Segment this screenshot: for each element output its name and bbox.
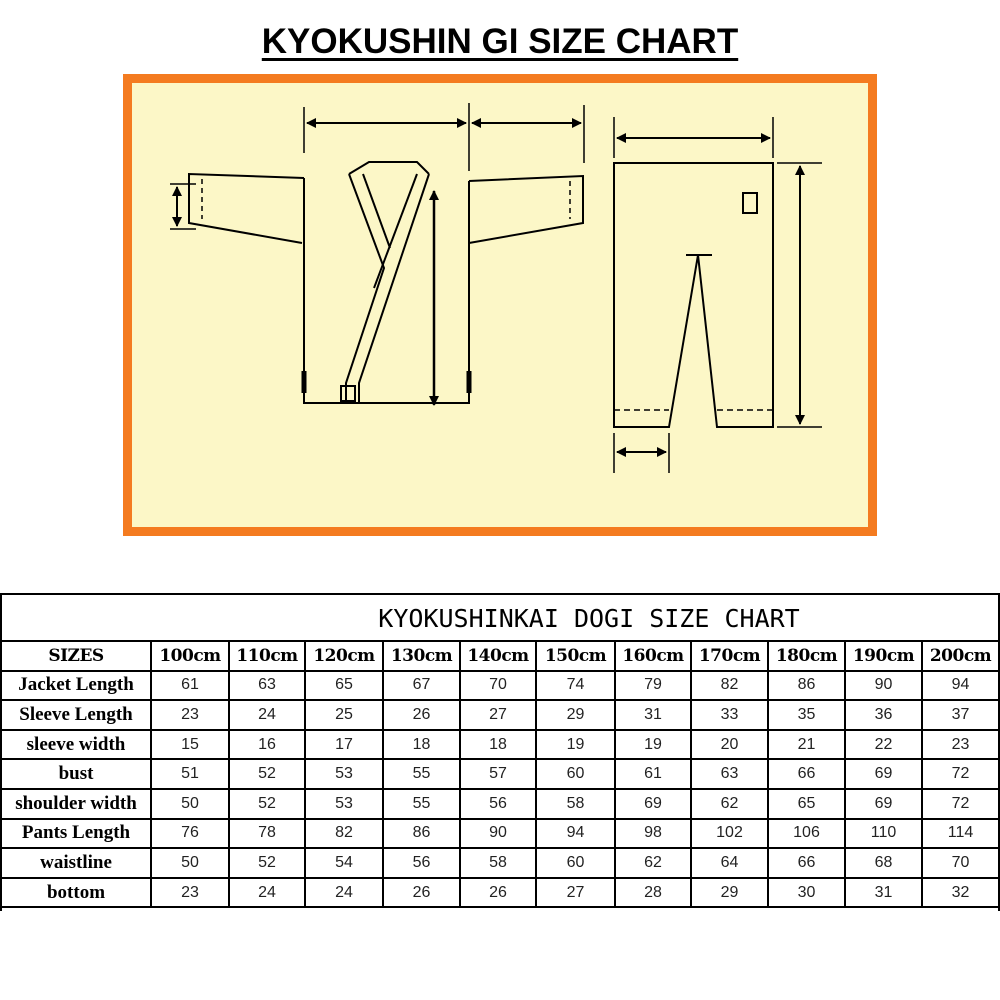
table-cell: 98 <box>615 819 691 849</box>
column-header: SIZES <box>1 641 151 671</box>
table-cell: 23 <box>922 730 999 760</box>
table-cell: 24 <box>229 878 305 908</box>
table-cell: 22 <box>845 730 922 760</box>
size-chart-table <box>0 640 1000 908</box>
table-cell: 37 <box>922 700 999 730</box>
table-cell: 69 <box>615 789 691 819</box>
table-cell: 78 <box>229 819 305 849</box>
table-cell: 61 <box>615 759 691 789</box>
column-header: 140cm <box>460 641 536 671</box>
table-row <box>1 878 999 908</box>
gi-diagram <box>132 83 868 527</box>
table-cell: 24 <box>305 878 383 908</box>
table-cell: 27 <box>536 878 615 908</box>
table-cell: 114 <box>922 819 999 849</box>
table-cell: 58 <box>536 789 615 819</box>
row-label: Pants Length <box>1 819 151 849</box>
table-cell: 19 <box>615 730 691 760</box>
column-header: 150cm <box>536 641 615 671</box>
row-label: waistline <box>1 848 151 878</box>
table-cell: 56 <box>383 848 460 878</box>
table-cell: 27 <box>460 700 536 730</box>
gi-pants-illustration <box>614 117 822 473</box>
table-cell: 29 <box>691 878 768 908</box>
table-cell: 70 <box>922 848 999 878</box>
table-cell: 65 <box>768 789 845 819</box>
table-cell: 30 <box>768 878 845 908</box>
table-row <box>1 671 999 701</box>
table-cell: 52 <box>229 759 305 789</box>
table-cell: 65 <box>305 671 383 701</box>
table-cell: 35 <box>768 700 845 730</box>
table-cell: 16 <box>229 730 305 760</box>
column-header: 130cm <box>383 641 460 671</box>
table-row <box>1 700 999 730</box>
table-cell: 102 <box>691 819 768 849</box>
table-row <box>1 789 999 819</box>
table-cell: 82 <box>691 671 768 701</box>
table-cell: 54 <box>305 848 383 878</box>
gi-diagram-panel <box>123 74 877 536</box>
table-cell: 56 <box>460 789 536 819</box>
table-cell: 63 <box>229 671 305 701</box>
size-chart-header-row <box>1 641 999 671</box>
table-cell: 58 <box>460 848 536 878</box>
table-cell: 60 <box>536 759 615 789</box>
row-label: shoulder width <box>1 789 151 819</box>
table-cell: 76 <box>151 819 229 849</box>
table-cell: 33 <box>691 700 768 730</box>
table-row <box>1 819 999 849</box>
column-header: 180cm <box>768 641 845 671</box>
table-cell: 50 <box>151 848 229 878</box>
table-cell: 52 <box>229 789 305 819</box>
table-cell: 69 <box>845 759 922 789</box>
table-cell: 29 <box>536 700 615 730</box>
table-cell: 94 <box>922 671 999 701</box>
table-cell: 25 <box>305 700 383 730</box>
table-cell: 52 <box>229 848 305 878</box>
row-label: Jacket Length <box>1 671 151 701</box>
row-label: Sleeve Length <box>1 700 151 730</box>
table-cell: 19 <box>536 730 615 760</box>
table-cell: 20 <box>691 730 768 760</box>
table-cell: 55 <box>383 759 460 789</box>
row-label: bottom <box>1 878 151 908</box>
table-cell: 82 <box>305 819 383 849</box>
table-cell: 31 <box>845 878 922 908</box>
row-label: bust <box>1 759 151 789</box>
row-label: sleeve width <box>1 730 151 760</box>
table-cell: 66 <box>768 759 845 789</box>
size-chart-section <box>0 593 1000 911</box>
table-row <box>1 848 999 878</box>
table-cell: 55 <box>383 789 460 819</box>
table-cell: 18 <box>383 730 460 760</box>
table-cell: 63 <box>691 759 768 789</box>
table-cell: 57 <box>460 759 536 789</box>
table-cell: 26 <box>460 878 536 908</box>
table-cell: 62 <box>615 848 691 878</box>
table-cell: 72 <box>922 789 999 819</box>
table-cell: 32 <box>922 878 999 908</box>
gi-jacket-illustration <box>170 103 584 405</box>
column-header: 190cm <box>845 641 922 671</box>
table-cell: 18 <box>460 730 536 760</box>
column-header: 200cm <box>922 641 999 671</box>
table-cell: 62 <box>691 789 768 819</box>
table-cell: 79 <box>615 671 691 701</box>
column-header: 120cm <box>305 641 383 671</box>
column-header: 170cm <box>691 641 768 671</box>
table-cell: 36 <box>845 700 922 730</box>
size-chart-body <box>1 671 999 908</box>
column-header: 100cm <box>151 641 229 671</box>
table-cell: 53 <box>305 789 383 819</box>
table-cell: 90 <box>460 819 536 849</box>
page-title <box>0 22 1000 62</box>
table-cell: 66 <box>768 848 845 878</box>
table-cell: 15 <box>151 730 229 760</box>
table-row <box>1 730 999 760</box>
table-cell: 69 <box>845 789 922 819</box>
table-cell: 51 <box>151 759 229 789</box>
table-cell: 86 <box>768 671 845 701</box>
table-cell: 17 <box>305 730 383 760</box>
page-title-text: KYOKUSHIN GI SIZE CHART <box>261 22 739 61</box>
table-cell: 53 <box>305 759 383 789</box>
table-cell: 28 <box>615 878 691 908</box>
table-cell: 26 <box>383 700 460 730</box>
column-header: 110cm <box>229 641 305 671</box>
table-cell: 31 <box>615 700 691 730</box>
table-row <box>1 759 999 789</box>
table-cell: 21 <box>768 730 845 760</box>
table-cell: 23 <box>151 700 229 730</box>
table-cell: 60 <box>536 848 615 878</box>
size-chart-title: KYOKUSHINKAI DOGI SIZE CHART <box>378 604 800 633</box>
table-cell: 106 <box>768 819 845 849</box>
table-cell: 50 <box>151 789 229 819</box>
table-cell: 67 <box>383 671 460 701</box>
table-cell: 64 <box>691 848 768 878</box>
table-cell: 90 <box>845 671 922 701</box>
column-header: 160cm <box>615 641 691 671</box>
table-cell: 72 <box>922 759 999 789</box>
table-cell: 23 <box>151 878 229 908</box>
table-cell: 86 <box>383 819 460 849</box>
table-cell: 74 <box>536 671 615 701</box>
table-cell: 26 <box>383 878 460 908</box>
table-cell: 94 <box>536 819 615 849</box>
table-cell: 110 <box>845 819 922 849</box>
table-cell: 70 <box>460 671 536 701</box>
table-cell: 68 <box>845 848 922 878</box>
table-cell: 24 <box>229 700 305 730</box>
table-cell: 61 <box>151 671 229 701</box>
